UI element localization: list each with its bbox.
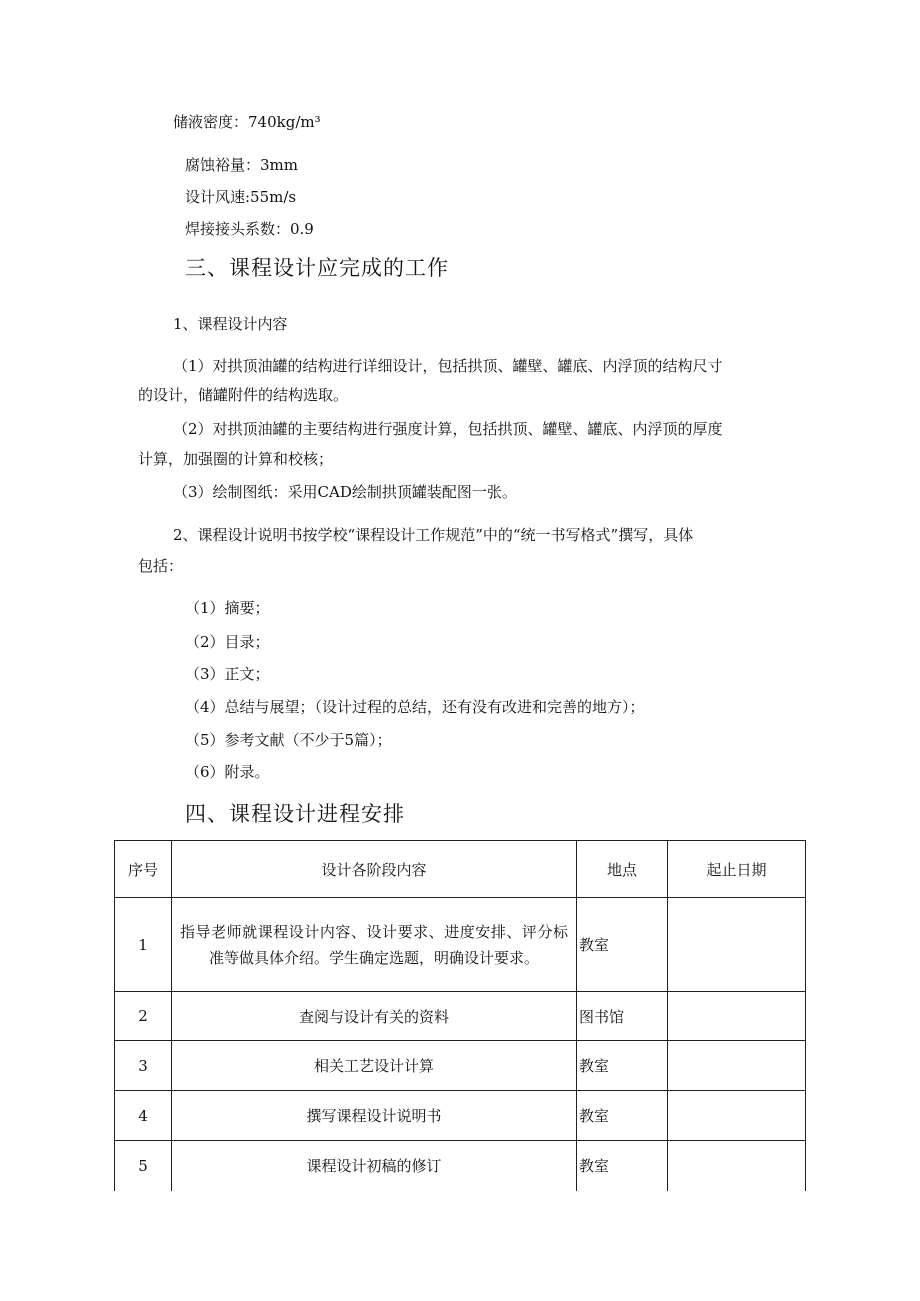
row-content: 相关工艺设计计算 [172, 1041, 577, 1091]
header-place: 地点 [577, 841, 668, 898]
table-row [115, 1091, 806, 1141]
row-content: 指导老师就课程设计内容、设计要求、进度安排、评分标准等做具体介绍。学生确定选题，明确设计要求。 [172, 898, 577, 992]
table-header-row [115, 841, 806, 898]
header-date: 起止日期 [668, 841, 806, 898]
row-place: 教室 [577, 898, 668, 992]
row-no: 1 [115, 898, 172, 992]
para2-line1: （2）对拱顶油罐的主要结构进行强度计算，包括拱顶、罐壁、罐底、内浮顶的厚度 [173, 420, 723, 438]
table-row [115, 898, 806, 992]
table-row [115, 1141, 806, 1191]
param-wind: 设计风速:55m/s [185, 188, 297, 206]
row-place: 教室 [577, 1041, 668, 1091]
header-no: 序号 [115, 841, 172, 898]
item2-line2: 包括： [138, 557, 184, 575]
row-content: 查阅与设计有关的资料 [172, 992, 577, 1041]
param-weld: 焊接接头系数：0.9 [185, 220, 314, 238]
row-place: 图书馆 [577, 992, 668, 1041]
item2-line1: 2、课程设计说明书按学校“课程设计工作规范”中的“统一书写格式”撰写，具体 [173, 526, 694, 544]
row-no: 4 [115, 1091, 172, 1141]
header-content: 设计各阶段内容 [172, 841, 577, 898]
row-no: 2 [115, 992, 172, 1041]
row-date [668, 992, 806, 1041]
list-item: （4）总结与展望；（设计过程的总结，还有没有改进和完善的地方）； [185, 698, 645, 716]
item1-title: 1、课程设计内容 [173, 315, 288, 333]
row-place: 教室 [577, 1091, 668, 1141]
row-date [668, 1141, 806, 1191]
row-place: 教室 [577, 1141, 668, 1191]
row-date [668, 1091, 806, 1141]
list-item: （2）目录； [185, 633, 270, 651]
row-content: 撰写课程设计说明书 [172, 1091, 577, 1141]
para1-line2: 的设计，储罐附件的结构选取。 [138, 386, 349, 404]
list-item: （5）参考文献（不少于5篇）； [185, 731, 392, 749]
schedule-table [114, 840, 806, 1191]
table-row [115, 992, 806, 1041]
section4-heading: 四、课程设计进程安排 [185, 802, 405, 826]
para2-line2: 计算，加强圈的计算和校核； [138, 450, 334, 468]
list-item: （3）正文； [185, 665, 270, 683]
para1-line1: （1）对拱顶油罐的结构进行详细设计，包括拱顶、罐壁、罐底、内浮顶的结构尺寸 [173, 357, 723, 375]
table-row [115, 1041, 806, 1091]
row-no: 5 [115, 1141, 172, 1191]
list-item: （6）附录。 [185, 763, 270, 781]
list-item: （1）摘要； [185, 599, 270, 617]
param-corrosion: 腐蚀裕量：3mm [185, 156, 298, 174]
para3-line1: （3）绘制图纸：采用CAD绘制拱顶罐装配图一张。 [173, 483, 517, 501]
section3-heading: 三、课程设计应完成的工作 [185, 256, 449, 280]
row-date [668, 1041, 806, 1091]
row-date [668, 898, 806, 992]
row-no: 3 [115, 1041, 172, 1091]
param-density: 储液密度：740kg/m³ [173, 113, 321, 131]
row-content: 课程设计初稿的修订 [172, 1141, 577, 1191]
